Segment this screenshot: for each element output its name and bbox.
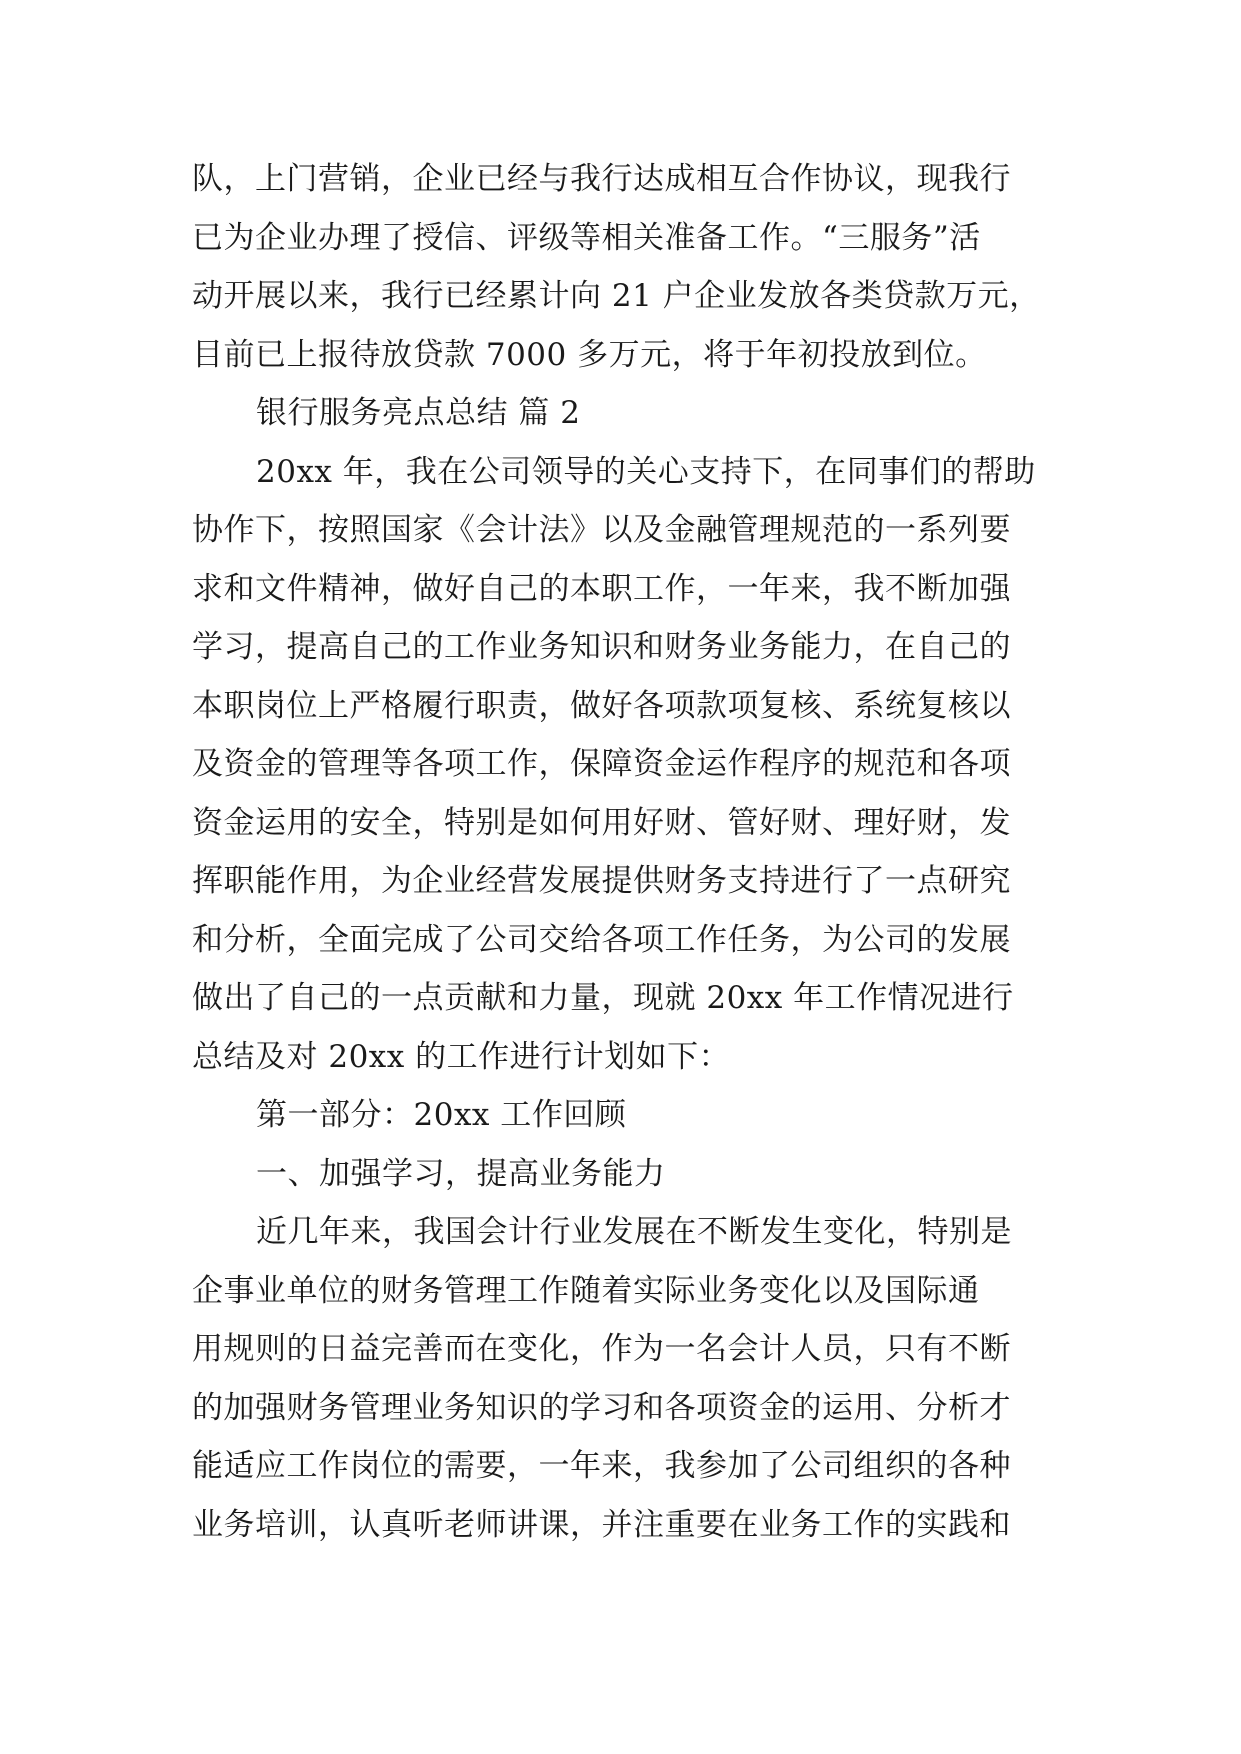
text-line: 和分析，全面完成了公司交给各项工作任务，为公司的发展 <box>192 921 1011 958</box>
text-line: 做出了自己的一点贡献和力量，现就 20xx 年工作情况进行 <box>192 980 1014 1016</box>
text-line: 目前已上报待放贷款 7000 多万元，将于年初投放到位。 <box>192 336 987 373</box>
text-line: 业务培训，认真听老师讲课，并注重要在业务工作的实践和 <box>192 1506 1011 1543</box>
text-line: 本职岗位上严格履行职责，做好各项款项复核、系统复核以 <box>192 687 1011 724</box>
text-line: 企事业单位的财务管理工作随着实际业务变化以及国际通 <box>192 1272 980 1309</box>
document-body <box>192 150 1062 1554</box>
text-line: 学习，提高自己的工作业务知识和财务业务能力，在自己的 <box>192 629 1011 665</box>
text-line: 已为企业办理了授信、评级等相关准备工作。“三服务”活 <box>192 219 981 256</box>
text-line: 的加强财务管理业务知识的学习和各项资金的运用、分析才 <box>192 1389 1011 1426</box>
paragraph-start-line: 20xx 年，我在公司领导的关心支持下，在同事们的帮助 <box>256 453 1036 490</box>
text-line: 及资金的管理等各项工作，保障资金运作程序的规范和各项 <box>192 746 1011 782</box>
text-line: 总结及对 20xx 的工作进行计划如下： <box>192 1038 731 1075</box>
subsection-heading: 一、加强学习，提高业务能力 <box>256 1155 666 1192</box>
text-line: 协作下，按照国家《会计法》以及金融管理规范的一系列要 <box>192 512 1011 548</box>
text-line: 能适应工作岗位的需要，一年来，我参加了公司组织的各种 <box>192 1448 1011 1484</box>
part-heading: 第一部分：20xx 工作回顾 <box>256 1097 627 1133</box>
text-line: 求和文件精神，做好自己的本职工作，一年来，我不断加强 <box>192 570 1011 607</box>
text-line: 挥职能作用，为企业经营发展提供财务支持进行了一点研究 <box>192 863 1011 899</box>
text-line: 队，上门营销，企业已经与我行达成相互合作协议，现我行 <box>192 161 1011 197</box>
text-line: 动开展以来，我行已经累计向 21 户企业发放各类贷款万元， <box>192 278 1041 314</box>
section-heading: 银行服务亮点总结 篇 2 <box>256 395 581 431</box>
text-line: 资金运用的安全，特别是如何用好财、管好财、理好财，发 <box>192 804 1011 841</box>
paragraph-start-line: 近几年来，我国会计行业发展在不断发生变化，特别是 <box>256 1214 1012 1250</box>
text-line: 用规则的日益完善而在变化，作为一名会计人员，只有不断 <box>192 1331 1011 1367</box>
